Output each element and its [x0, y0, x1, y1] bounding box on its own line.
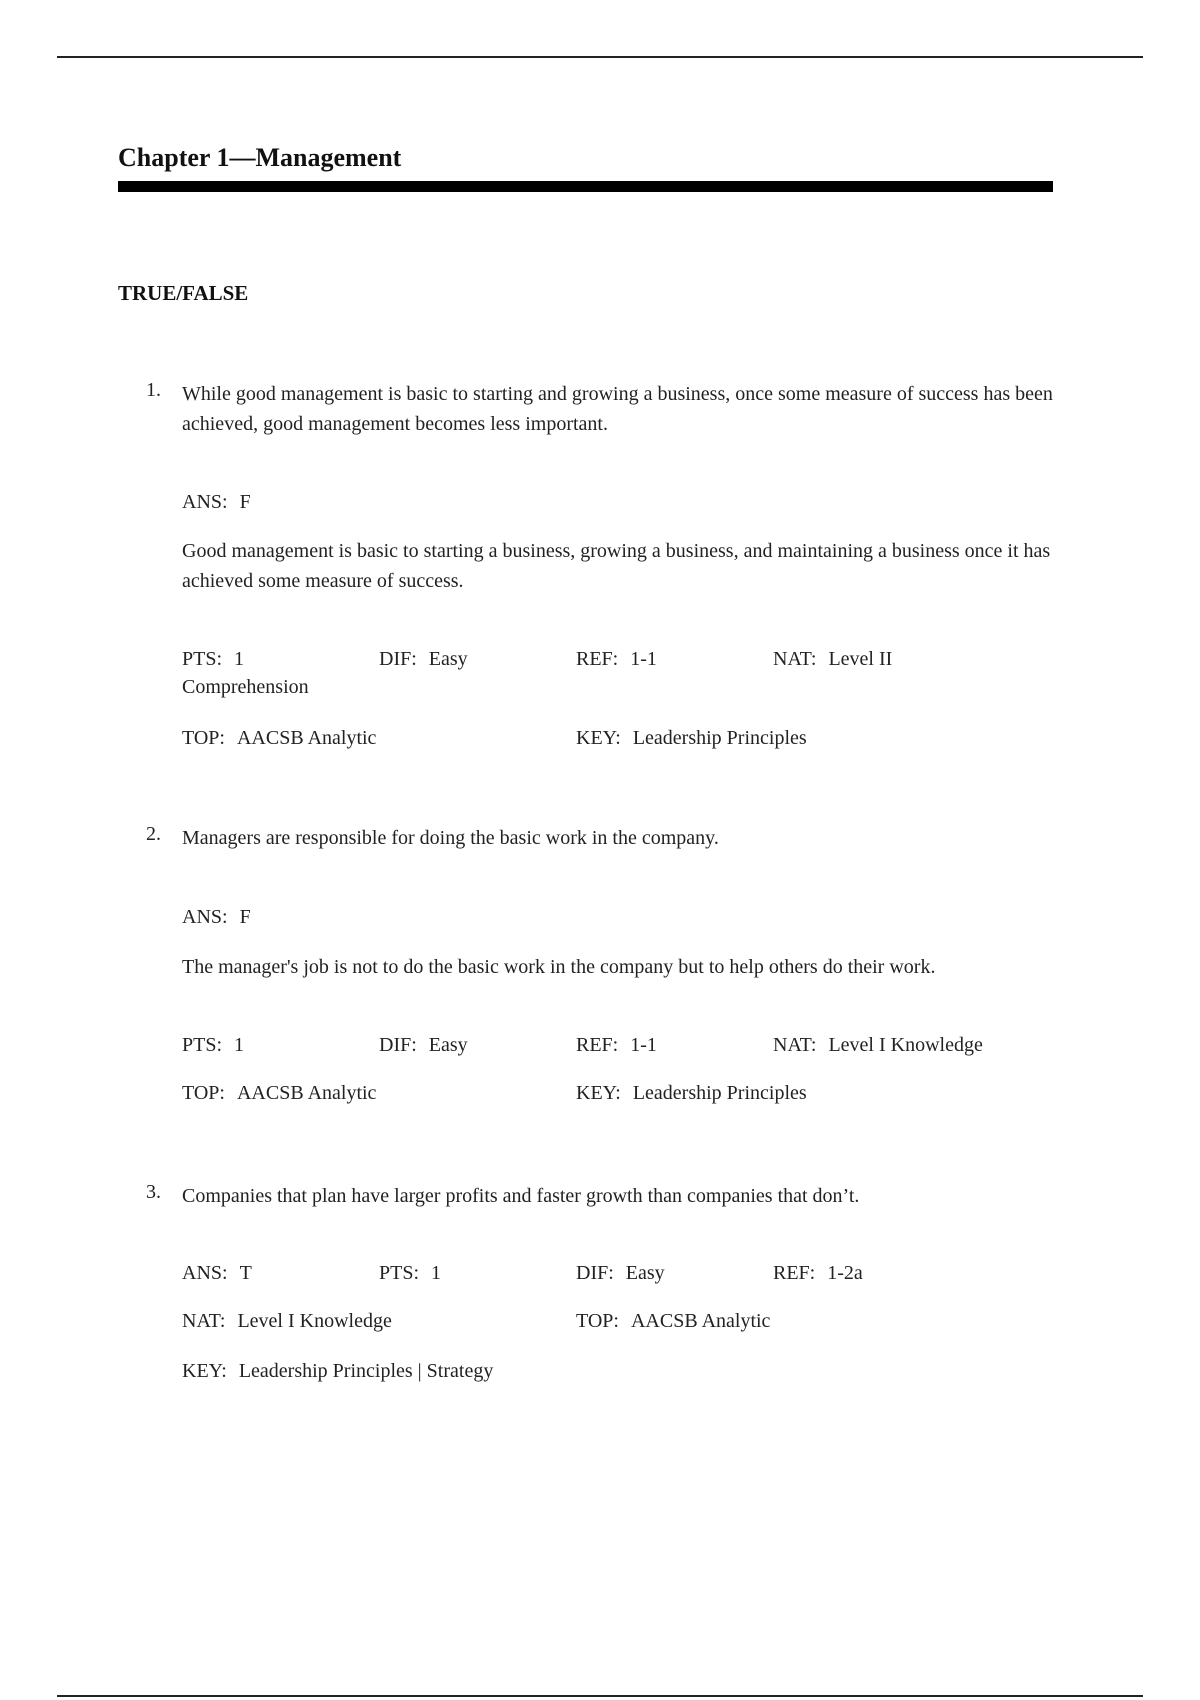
difficulty	[379, 1031, 468, 1059]
reference	[773, 1259, 863, 1287]
difficulty-value: Easy	[428, 1034, 468, 1056]
topic-value: AACSB Analytic	[236, 1082, 377, 1104]
nat-standard	[773, 1031, 983, 1059]
question-text: Managers are responsible for doing the basic work in the company.	[182, 827, 719, 849]
points-value: 1	[234, 648, 245, 670]
difficulty-value: Easy	[428, 648, 468, 670]
nat-value: Level I Knowledge	[237, 1310, 392, 1332]
keyword-label: KEY:	[576, 1082, 621, 1104]
question-text: Companies that plan have larger profits and faster growth than companies that don’t.	[182, 1185, 860, 1207]
answer-value: F	[239, 491, 251, 513]
topic	[576, 1307, 770, 1335]
points	[182, 645, 244, 673]
points-label: PTS:	[182, 648, 223, 670]
answer-value: T	[239, 1262, 252, 1284]
nat-label: NAT:	[773, 648, 817, 670]
nat-label: NAT:	[182, 1310, 226, 1332]
answer	[182, 1259, 252, 1287]
reference-label: REF:	[773, 1262, 816, 1284]
reference-value: 1-2a	[827, 1262, 863, 1284]
keyword	[576, 1079, 807, 1107]
answer-value: F	[239, 906, 251, 928]
points-value: 1	[431, 1262, 442, 1284]
topic-label: TOP:	[182, 1082, 225, 1104]
answer-label: ANS:	[182, 1262, 228, 1284]
question-number: 2.	[146, 823, 161, 845]
question-text: While good management is basic to starting and growing a business, once some measure of success has been achieved, good management becomes less important.	[182, 383, 1053, 435]
title-underline-bar	[118, 181, 1053, 192]
nat-value: Level II	[828, 648, 893, 670]
answer-explanation: The manager's job is not to do the basic work in the company but to help others do their work.	[182, 956, 936, 978]
topic	[182, 1079, 376, 1107]
section-heading: TRUE/FALSE	[118, 281, 249, 305]
answer-explanation: Good management is basic to starting a business, growing a business, and maintaining a business once it has achieved some measure of success.	[182, 540, 1051, 592]
answer	[182, 903, 251, 931]
difficulty-label: DIF:	[576, 1262, 614, 1284]
reference-label: REF:	[576, 648, 619, 670]
keyword-value: Leadership Principles	[632, 727, 807, 749]
question-number: 3.	[146, 1181, 161, 1203]
top-rule	[57, 56, 1143, 58]
bottom-rule	[57, 1695, 1143, 1697]
topic-value: AACSB Analytic	[236, 727, 377, 749]
keyword-value: Leadership Principles | Strategy	[238, 1360, 494, 1382]
nat-value: Level I Knowledge	[828, 1034, 983, 1056]
difficulty	[576, 1259, 665, 1287]
answer	[182, 488, 251, 516]
nat-value-continued: Comprehension	[182, 676, 309, 698]
keyword	[576, 724, 807, 752]
nat-standard	[773, 645, 892, 673]
keyword-value: Leadership Principles	[632, 1082, 807, 1104]
topic-label: TOP:	[576, 1310, 619, 1332]
answer-label: ANS:	[182, 906, 228, 928]
topic-label: TOP:	[182, 727, 225, 749]
difficulty-label: DIF:	[379, 648, 417, 670]
reference-value: 1-1	[630, 648, 657, 670]
question-number: 1.	[146, 379, 161, 401]
answer-label: ANS:	[182, 491, 228, 513]
points-value: 1	[234, 1034, 245, 1056]
points-label: PTS:	[379, 1262, 420, 1284]
difficulty	[379, 645, 468, 673]
points-label: PTS:	[182, 1034, 223, 1056]
topic	[182, 724, 376, 752]
nat-label: NAT:	[773, 1034, 817, 1056]
reference-label: REF:	[576, 1034, 619, 1056]
reference	[576, 645, 657, 673]
nat-standard	[182, 1307, 392, 1335]
points	[182, 1031, 244, 1059]
keyword-label: KEY:	[576, 727, 621, 749]
points	[379, 1259, 441, 1287]
keyword-label: KEY:	[182, 1360, 227, 1382]
chapter-title: Chapter 1—Management	[118, 143, 402, 172]
reference	[576, 1031, 657, 1059]
topic-value: AACSB Analytic	[630, 1310, 771, 1332]
difficulty-value: Easy	[625, 1262, 665, 1284]
reference-value: 1-1	[630, 1034, 657, 1056]
difficulty-label: DIF:	[379, 1034, 417, 1056]
keyword	[182, 1357, 493, 1385]
